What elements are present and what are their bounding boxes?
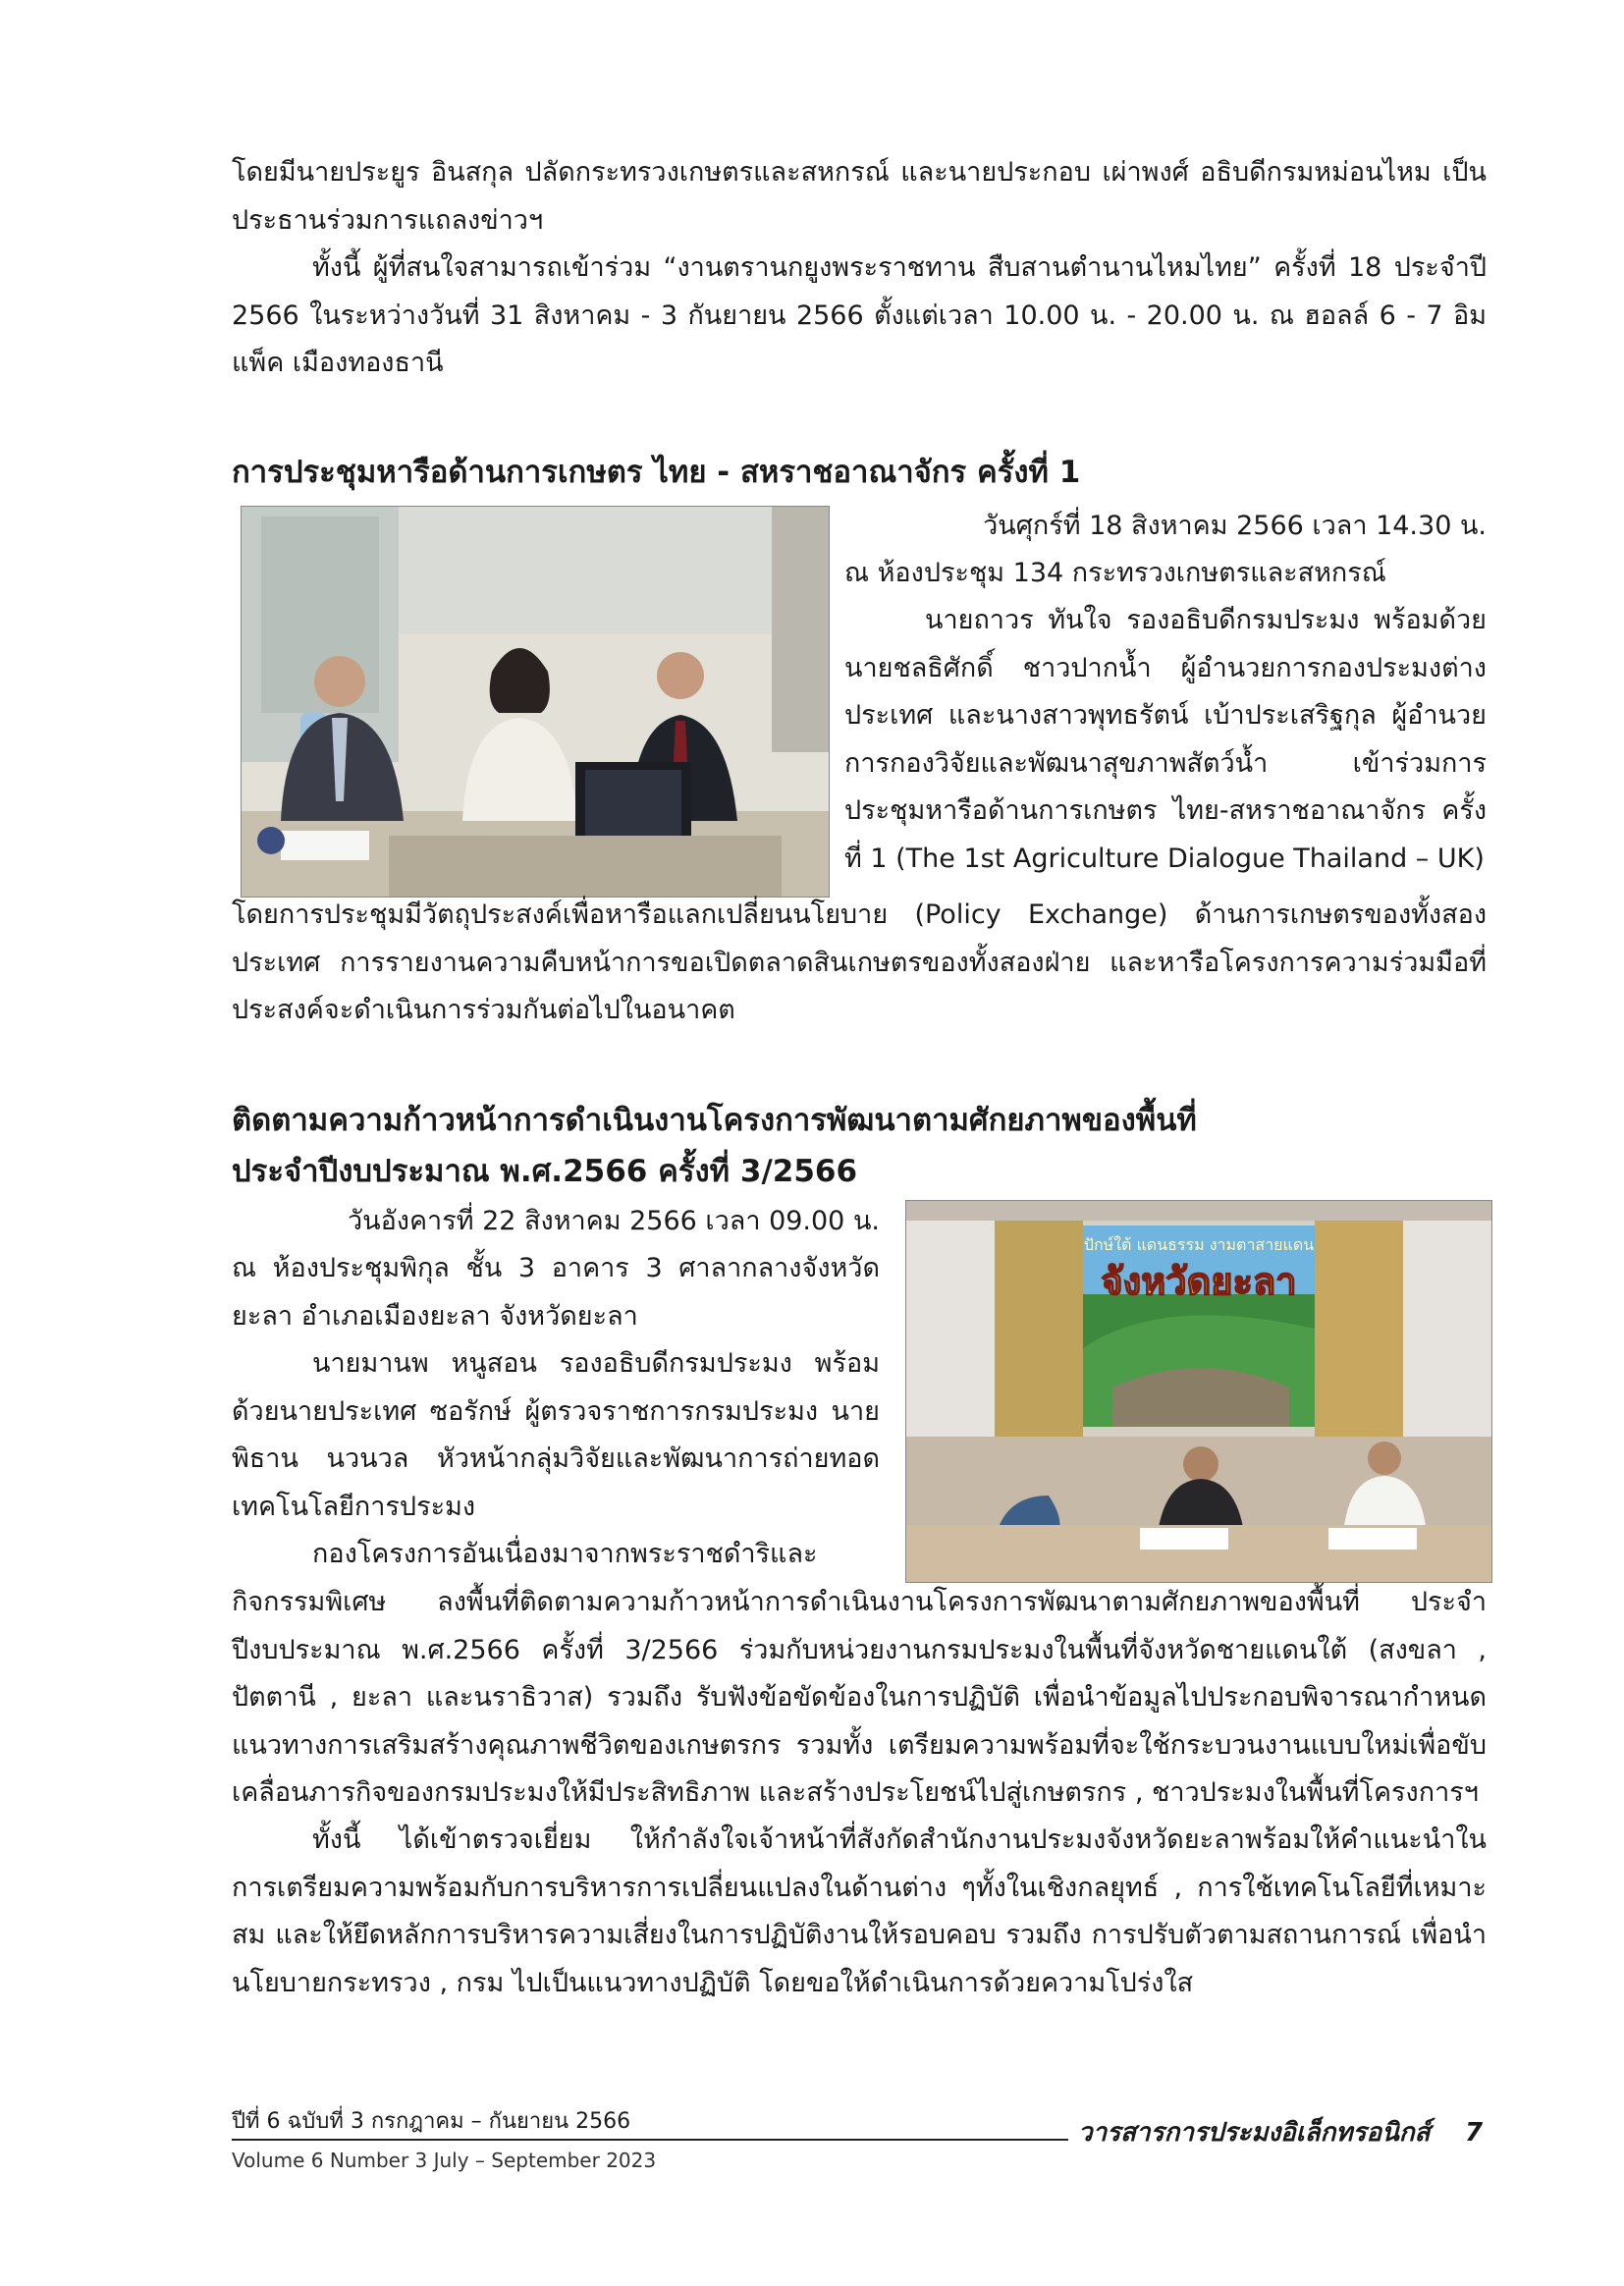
meeting-photo <box>241 506 830 898</box>
section2-body2-start: กองโครงการอันเนื่องมาจากพระราชดำริและ <box>312 1539 818 1569</box>
banner-small-text: ปักษ์ใต้ แดนธรรม งามตาสายแดน <box>1083 1235 1315 1254</box>
section2-venue: ณ ห้องประชุมพิกุล ชั้น 3 อาคาร 3 ศาลากลางจังหวัดยะลา อำเภอเมืองยะลา จังหวัดยะลา <box>232 1253 880 1332</box>
yala-meeting-photo <box>905 1200 1492 1583</box>
banner-big-text: จังหวัดยะลา <box>1101 1260 1297 1303</box>
section2-body2-continued: กิจกรรมพิเศษ ลงพื้นที่ติดตามความก้าวหน้าการดำเนินงานโครงการพัฒนาตามศักยภาพของพื้นที่ ประจำปีงบประมาณ พ.ศ.2566 ครั้งที่ 3/2566 ร่วมกับหน่วยงานกรมประมงในพื้นที่จังหวัดชายแดนใต้ (สงขลา , ปัตตานี , ยะลา และนราธิวาส) รวมถึง รับฟังข้อขัดข้องในการปฏิบัติ เพื่อนำข้อมูลไปประกอบพิจารณากำหนดแนวทางการเสริมสร้างคุณภาพชีวิตของเกษตรกร รวมทั้ง เตรียมความพร้อมที่จะใช้กระบวนงานแบบใหม่เพื่อขับเคลื่อนภารกิจของกรมประมงให้มีประสิทธิภาพ และสร้างประโยชน์ไปสู่เกษตรกร , ชาวประมงในพื้นที่โครงการฯ <box>232 1587 1487 1808</box>
section2-date-line: วันอังคารที่ 22 สิงหาคม 2566 เวลา 09.00 น. <box>347 1206 880 1236</box>
section2-title-line2: ประจำปีงบประมาณ พ.ศ.2566 ครั้งที่ 3/2566 <box>232 1154 858 1189</box>
section2-body: นายมานพ หนูสอน รองอธิบดีกรมประมง พร้อมด้วยนายประเทศ ซอรักษ์ ผู้ตรวจราชการกรมประมง นายพิธาน นวนวล หัวหน้ากลุ่มวิจัยและพัฒนาการถ่ายทอดเทคโนโลยีการประมง <box>232 1348 880 1522</box>
section1-body-continued: โดยการประชุมมีวัตถุประสงค์เพื่อหารือแลกเปลี่ยนนโยบาย (Policy Exchange) ด้านการเกษตรของทั้งสองประเทศ การรายงานความคืบหน้าการขอเปิดตลาดสินเกษตรของทั้งสองฝ่าย และหารือโครงการความร่วมมือที่ประสงค์จะดำเนินการร่วมกันต่อไปในอนาคต <box>232 899 1487 1025</box>
footer-page-number: 7 <box>1465 2118 1484 2148</box>
footer-issue-english: Volume 6 Number 3 July – September 2023 <box>232 2149 657 2172</box>
footer-journal-title: วารสารการประมงอิเล็กทรอนิกส์ <box>1078 2118 1431 2148</box>
section1-date-line: วันศุกร์ที่ 18 สิงหาคม 2566 เวลา 14.30 น. <box>983 511 1487 541</box>
footer-rule <box>232 2139 1068 2141</box>
footer-issue-thai: ปีที่ 6 ฉบับที่ 3 กรกฎาคม – กันยายน 2566 <box>232 2109 631 2134</box>
section1-body: นายถาวร ทันใจ รองอธิบดีกรมประมง พร้อมด้วยนายชลธิศักดิ์ ชาวปากน้ำ ผู้อำนวยการกองประมงต่างประเทศ และนางสาวพุทธรัตน์ เบ้าประเสริฐกุล ผู้อำนวยการกองวิจัยและพัฒนาสุขภาพสัตว์น้ำ เข้าร่วมการประชุมหารือด้านการเกษตร ไทย-สหราชอาณาจักร ครั้งที่ 1 (The 1st Agriculture Dialogue Thailand – UK) <box>844 605 1487 874</box>
intro-paragraph-1: โดยมีนายประยูร อินสกุล ปลัดกระทรวงเกษตรและสหกรณ์ และนายประกอบ เผ่าพงศ์ อธิบดีกรมหม่อนไหม เป็นประธานร่วมการแถลงข่าวฯ <box>232 157 1487 236</box>
intro-paragraph-2: ทั้งนี้ ผู้ที่สนใจสามารถเข้าร่วม “งานตรานกยูงพระราชทาน สืบสานตำนานไหมไทย” ครั้งที่ 18 ประจำปี 2566 ในระหว่างวันที่ 31 สิงหาคม - 3 กันยายน 2566 ตั้งแต่เวลา 10.00 น. - 20.00 น. ณ ฮอลล์ 6 - 7 อิมแพ็ค เมืองทองธานี <box>232 252 1487 378</box>
section2-title-line1: ติดตามความก้าวหน้าการดำเนินงานโครงการพัฒนาตามศักยภาพของพื้นที่ <box>232 1103 1197 1138</box>
section1-title: การประชุมหารือด้านการเกษตร ไทย - สหราชอาณาจักร ครั้งที่ 1 <box>232 455 1081 490</box>
section1-venue-line: ณ ห้องประชุม 134 กระทรวงเกษตรและสหกรณ์ <box>844 558 1386 588</box>
section2-body3: ทั้งนี้ ได้เข้าตรวจเยี่ยม ให้กำลังใจเจ้าหน้าที่สังกัดสำนักงานประมงจังหวัดยะลาพร้อมให้คำแนะนำในการเตรียมความพร้อมกับการบริหารการเปลี่ยนแปลงในด้านต่าง ๆทั้งในเชิงกลยุทธ์ , การใช้เทคโนโลยีที่เหมาะสม และให้ยึดหลักการบริหารความเสี่ยงในการปฏิบัติงานให้รอบคอบ รวมถึง การปรับตัวตามสถานการณ์ เพื่อนำนโยบายกระทรวง , กรม ไปเป็นแนวทางปฏิบัติ โดยขอให้ดำเนินการด้วยความโปร่งใส <box>232 1824 1487 1998</box>
